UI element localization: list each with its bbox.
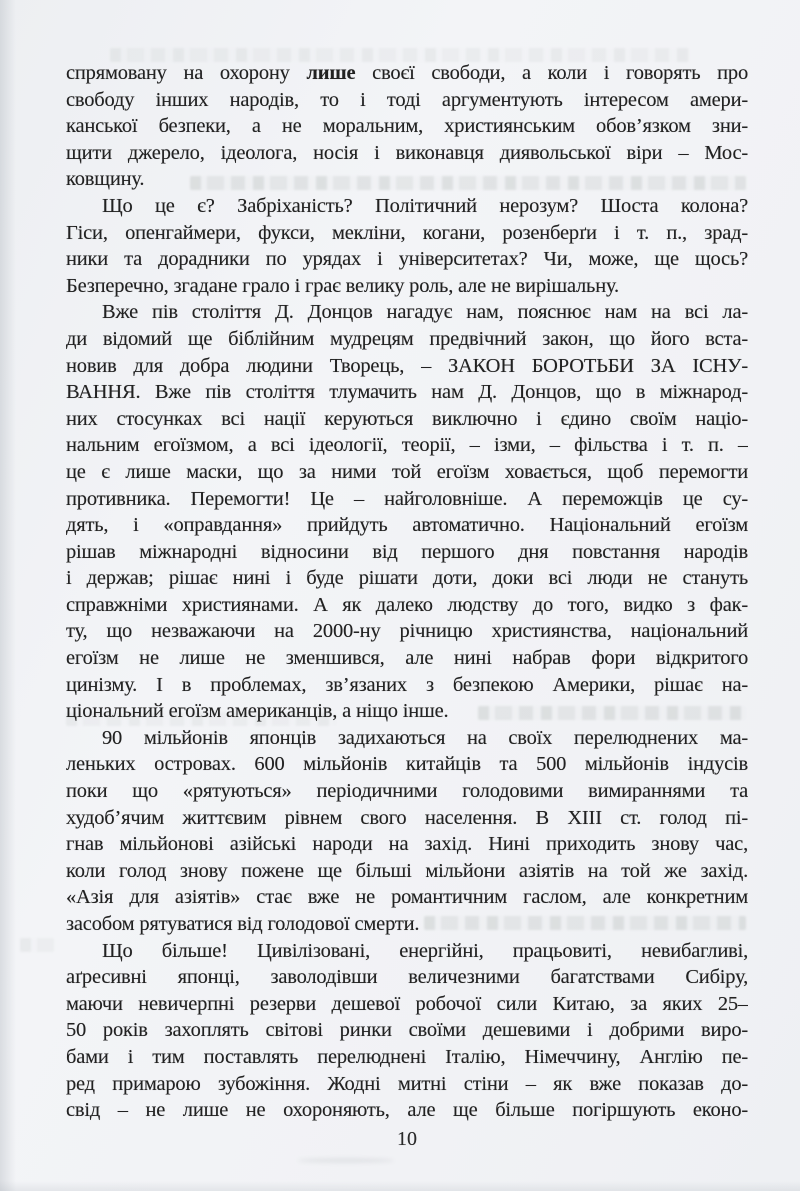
text-segment: худоб’ячим життєвим рівнем свого населення. В XIII ст. голод пі-: [66, 806, 748, 829]
text-line: [66, 618, 748, 645]
text-segment: леньких островах. 600 мільйонів китайців та 500 мільйонів індусів: [66, 753, 748, 776]
text-segment: рішав міжнародні відносини від першого дня повстання народів: [66, 540, 748, 563]
bold-text: лише: [306, 62, 356, 84]
text-segment: свід – не лише не охороняють, але ще більше погіршують еконо-: [66, 1099, 748, 1122]
text-segment: «Азія для азіятів» стає вже не романтичним гаслом, але конкретним: [66, 886, 748, 909]
text-line: [66, 645, 748, 672]
text-segment: ники та дорадники по урядах і університетах? Чи, може, ще щось?: [66, 248, 748, 271]
text-line: [66, 193, 748, 220]
paragraph: [66, 725, 748, 938]
text-segment: і держав; рішає нині і буде рішати доти, доки всі люди не стануть: [66, 567, 748, 590]
text-segment: ред примарою зубожіння. Жодні митні стіни – як вже показав до-: [66, 1072, 748, 1095]
text-line: [66, 379, 748, 406]
text-segment: егоїзм не лише не зменшився, але нині набрав фори відкритого: [66, 647, 748, 670]
text-segment: них стосунках всі нації керуються виключно і єдино своїм націо-: [66, 407, 748, 430]
text-segment: засобом рятуватися від голодової смерти.: [66, 913, 420, 935]
text-segment: ту, що незважаючи на 2000-ну річницю християнства, національний: [66, 620, 748, 643]
text-line: [66, 778, 748, 805]
text-segment: 50 років захоплять світові ринки своїми дешевими і добрими виро-: [66, 1019, 748, 1042]
text-line: [66, 87, 748, 114]
text-line: [66, 991, 748, 1018]
text-line: [66, 1097, 748, 1124]
scan-edge-shadow-bottom: [0, 1181, 800, 1191]
text-line: [66, 565, 748, 592]
text-line: [66, 858, 748, 885]
text-segment: новив для добра людини Творець, – ЗАКОН БОРОТЬБИ ЗА ІСНУ-: [66, 354, 748, 377]
text-segment: ціональний егоїзм американців, а ніщо інше.: [66, 700, 449, 723]
text-line: [66, 459, 748, 486]
text-segment: дять, і «оправдання» прийдуть автоматично. Національний егоїзм: [66, 514, 748, 537]
scan-edge-shadow-left: [0, 0, 16, 1191]
text-segment: це є лише маски, що за ними той егоїзм ховається, щоб перемогти: [66, 460, 748, 483]
text-segment: Вже пів століття Д. Донцов нагадує нам, пояснює нам на всі ла-: [102, 301, 748, 324]
text-line: [66, 220, 748, 247]
text-segment: Що це є? Забріханість? Політичний нерозум? Шоста колона?: [102, 194, 748, 217]
text-segment: Безперечно, згадане грало і грає велику роль, але не вирішальну.: [66, 274, 619, 297]
text-segment: поки що «рятуються» періодичними голодовими вимираннями та: [66, 780, 748, 803]
text-segment: справжніми християнами. А як далеко людству до того, видко з фак-: [66, 593, 748, 616]
text-line: [66, 406, 748, 433]
text-segment: цинізму. І в проблемах, зв’язаних з безпекою Америки, рішає на-: [66, 673, 748, 696]
text-segment: аґресивні японці, заволодівши величезними багатствами Сибіру,: [66, 966, 748, 989]
text-line: [66, 299, 748, 326]
text-segment: 90 мільйонів японців задихаються на своїх перелюднених ма-: [102, 726, 748, 749]
text-segment: противника. Перемогти! Це – найголовніше. А переможців це су-: [66, 487, 748, 510]
text-line: [66, 964, 748, 991]
text-segment: Що більше! Цивілізовані, енергійні, працьовиті, невибагливі,: [102, 939, 748, 962]
text-segment: маючи невичерпні резерви дешевої робочої сили Китаю, за яких 25–: [66, 992, 748, 1015]
text-line: [66, 113, 748, 140]
scan-smudge: [298, 1158, 394, 1163]
text-segment: спрямовану на охорону: [66, 62, 307, 84]
text-segment: щити джерело, ідеолога, носія і виконавця диявольської віри – Мос-: [66, 141, 748, 164]
text-line: [66, 698, 748, 725]
text-segment: Гіси, опенгаймери, фукси, мекліни, когани, розенберґи і т. п., зрад-: [66, 221, 748, 244]
paragraph: [66, 193, 748, 299]
paragraph: [66, 299, 748, 725]
text-line: [66, 751, 748, 778]
text-line: [66, 60, 748, 87]
text-segment: нальним егоїзмом, а всі ідеології, теорії, – ізми, – фільства і т. п. –: [66, 434, 748, 457]
text-line: [66, 672, 748, 699]
text-line: [66, 805, 748, 832]
text-line: [66, 911, 748, 938]
text-block: [66, 60, 748, 1124]
text-segment: ВАННЯ. Вже пів століття тлумачить нам Д. Донцов, що в міжнарод-: [66, 381, 748, 404]
text-line: [66, 725, 748, 752]
text-line: [66, 539, 748, 566]
text-line: [66, 486, 748, 513]
text-line: [66, 592, 748, 619]
page-number: 10: [397, 1128, 417, 1150]
paragraph: [66, 60, 748, 193]
text-line: [66, 938, 748, 965]
text-line: [66, 1044, 748, 1071]
text-line: [66, 432, 748, 459]
text-segment: своєї свободи, а коли і говорять про: [355, 62, 748, 84]
text-segment: канської безпеки, а не моральним, християнським обов’язком зни-: [66, 115, 748, 138]
text-line: [66, 140, 748, 167]
text-line: [66, 166, 748, 193]
text-line: [66, 326, 748, 353]
text-line: [66, 1071, 748, 1098]
text-segment: ковщину.: [66, 168, 145, 191]
text-segment: свободу інших народів, то і тоді аргументують інтересом амери-: [66, 88, 748, 111]
text-segment: гнав мільйонові азійські народи на захід. Нині приходить знову час,: [66, 833, 748, 856]
paragraph: [66, 938, 748, 1124]
text-line: [66, 884, 748, 911]
text-segment: ди відомий ще біблійним мудрецям предвічний закон, що його вста-: [66, 327, 748, 350]
text-line: [66, 1017, 748, 1044]
text-segment: бами і тим поставлять перелюднені Італію, Німеччину, Англію пе-: [66, 1045, 748, 1068]
text-line: [66, 246, 748, 273]
text-line: [66, 273, 748, 300]
text-line: [66, 353, 748, 380]
text-line: [66, 512, 748, 539]
text-segment: коли голод знову пожене ще більші мільйони азіятів на той же захід.: [66, 859, 748, 882]
text-line: [66, 831, 748, 858]
bleed-through-artifact: [20, 938, 54, 952]
